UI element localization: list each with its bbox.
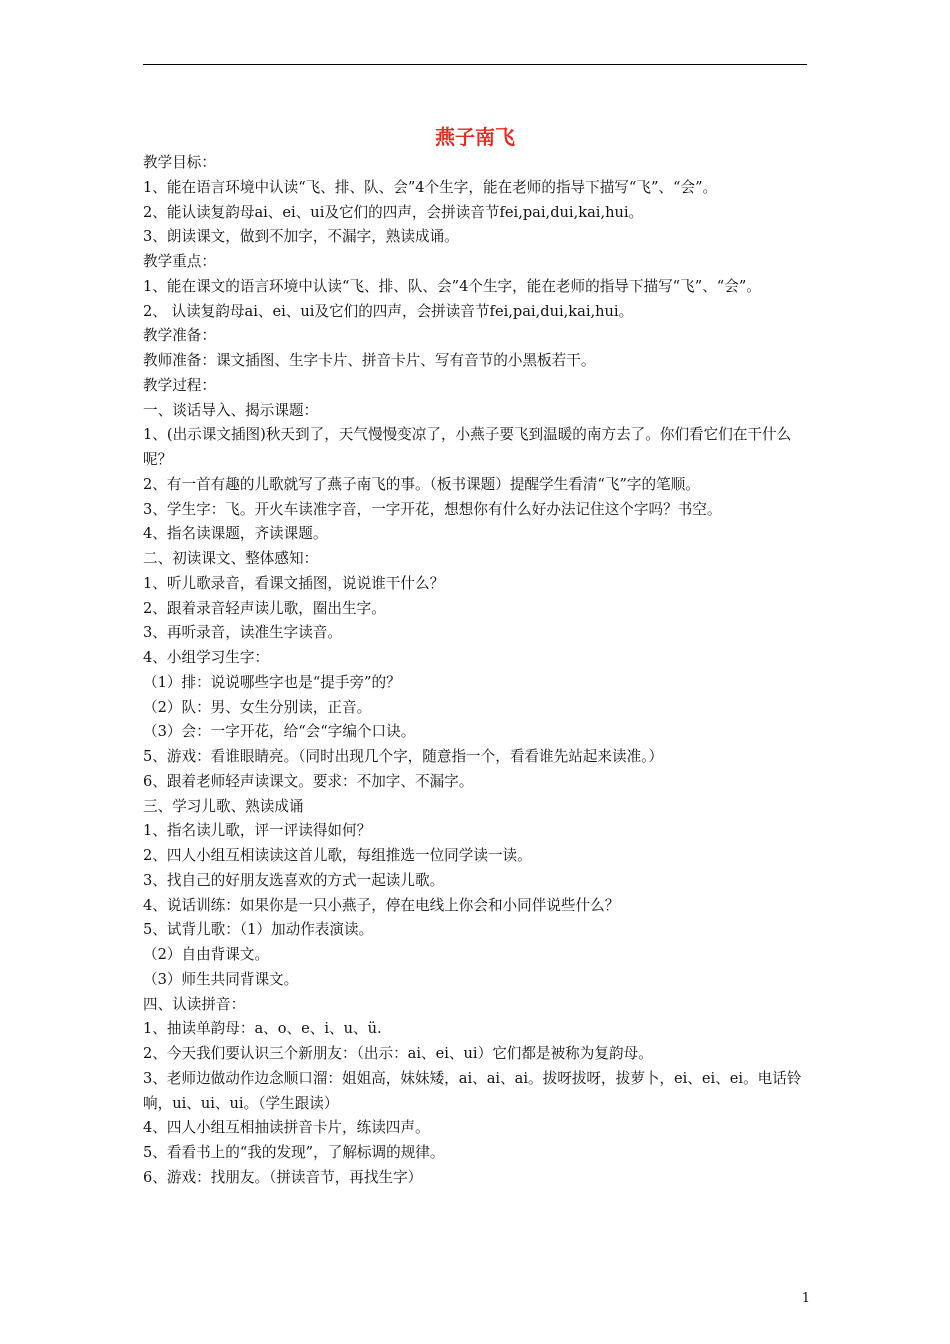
paragraph-line: 1、抽读单韵母：a、o、e、i、u、ü. [143, 1020, 382, 1038]
subsection-heading: 三、学习儿歌、熟读成诵 [143, 797, 304, 815]
page-number: 1 [801, 1291, 810, 1306]
subsection-heading: 一、谈话导入、揭示课题： [143, 401, 319, 419]
subsection-heading: 二、初读课文、整体感知： [143, 550, 319, 567]
paragraph-line: 教师准备：课文插图、生字卡片、拼音卡片、写有音节的小黑板若干。 [143, 352, 596, 369]
document-title: 燕子南飞 [435, 125, 515, 149]
paragraph-line: 5、看看书上的“我的发现”，了解标调的规律。 [143, 1144, 445, 1161]
paragraph-line: 6、跟着老师轻声读课文。要求：不加字、不漏字。 [143, 772, 474, 790]
paragraph-line: 2、四人小组互相读读这首儿歌，每组推选一位同学读一读。 [143, 847, 532, 864]
paragraph-line: （2）自由背课文。 [143, 946, 270, 963]
paragraph-line: 6、游戏：找朋友。（拼读音节，再找生字） [143, 1168, 423, 1186]
paragraph-line: 1、能在语言环境中认读“飞、排、队、会”4个生字，能在老师的指导下描写“飞”、“会”。 [143, 178, 718, 196]
paragraph-line: 1、听儿歌录音，看课文插图，说说谁干什么？ [143, 574, 445, 592]
paragraph-line: 3、学生字：飞。开火车读准字音，一字开花，想想你有什么好办法记住这个字吗？书空。 [143, 500, 722, 518]
paragraph-line: 4、四人小组互相抽读拼音卡片，练读四声。 [143, 1119, 430, 1137]
paragraph-line: （3）师生共同背课文。 [143, 970, 299, 988]
paragraph-line: （1）排：说说哪些字也是“提手旁”的？ [143, 673, 401, 691]
paragraph-line: 2、今天我们要认识三个新朋友：（出示：ai、ei、ui）它们都是被称为复韵母。 [143, 1045, 653, 1062]
paragraph-line: （3）会：一字开花，给“会“字编个口诀。 [143, 723, 416, 741]
paragraph-line: 2、 认读复韵母ai、ei、ui及它们的四声，会拼读音节fei,pai,dui,kai,hui。 [143, 302, 634, 320]
paragraph-line: 3、老师边做动作边念顺口溜：姐姐高，妹妹矮，ai、ai、ai。拔呀拔呀，拔萝卜，ei、ei、ei。电话铃响，ui、ui、ui。（学生跟读） [143, 1069, 802, 1112]
paragraph-line: 2、跟着录音轻声读儿歌，圈出生字。 [143, 599, 386, 617]
paragraph-line: 3、朗读课文，做到不加字，不漏字，熟读成诵。 [143, 228, 459, 246]
paragraph-line: 2、能认读复韵母ai、ei、ui及它们的四声，会拼读音节fei,pai,dui,kai,hui。 [143, 203, 644, 221]
subsection-heading: 四、认读拼音： [143, 995, 246, 1013]
document-body [143, 151, 811, 1191]
paragraph-line: 3、再听录音，读准生字读音。 [143, 624, 343, 642]
header-rule [143, 64, 807, 65]
paragraph-line: 4、小组学习生字： [143, 649, 270, 666]
paragraph-line: 1、能在课文的语言环境中认读“飞、排、队、会”4个生字，能在老师的指导下描写“飞”、“会”。 [143, 277, 761, 295]
paragraph-line: 3、找自己的好朋友选喜欢的方式一起读儿歌。 [143, 871, 445, 889]
paragraph-line: 1、指名读儿歌，评一评读得如何？ [143, 822, 372, 840]
section-heading: 教学过程： [143, 376, 216, 394]
paragraph-line: （2）队：男、女生分别读，正音。 [143, 698, 372, 716]
section-heading: 教学重点： [143, 253, 216, 270]
section-heading: 教学准备： [143, 327, 216, 345]
paragraph-line: 2、有一首有趣的儿歌就写了燕子南飞的事。（板书课题）提醒学生看清“飞”字的笔顺。 [143, 475, 700, 493]
paragraph-line: 4、说话训练：如果你是一只小燕子，停在电线上你会和小同伴说些什么？ [143, 896, 620, 914]
paragraph-line: 1、(出示课文插图)秋天到了，天气慢慢变凉了，小燕子要飞到温暖的南方去了。你们看它们在干什么呢？ [143, 426, 792, 468]
section-heading: 教学目标： [143, 154, 216, 171]
paragraph-line: 4、指名读课题，齐读课题。 [143, 525, 328, 543]
paragraph-line: 5、游戏：看谁眼睛亮。（同时出现几个字，随意指一个，看看谁先站起来读准。） [143, 748, 664, 765]
paragraph-line: 5、试背儿歌：（1）加动作表演读。 [143, 921, 374, 939]
